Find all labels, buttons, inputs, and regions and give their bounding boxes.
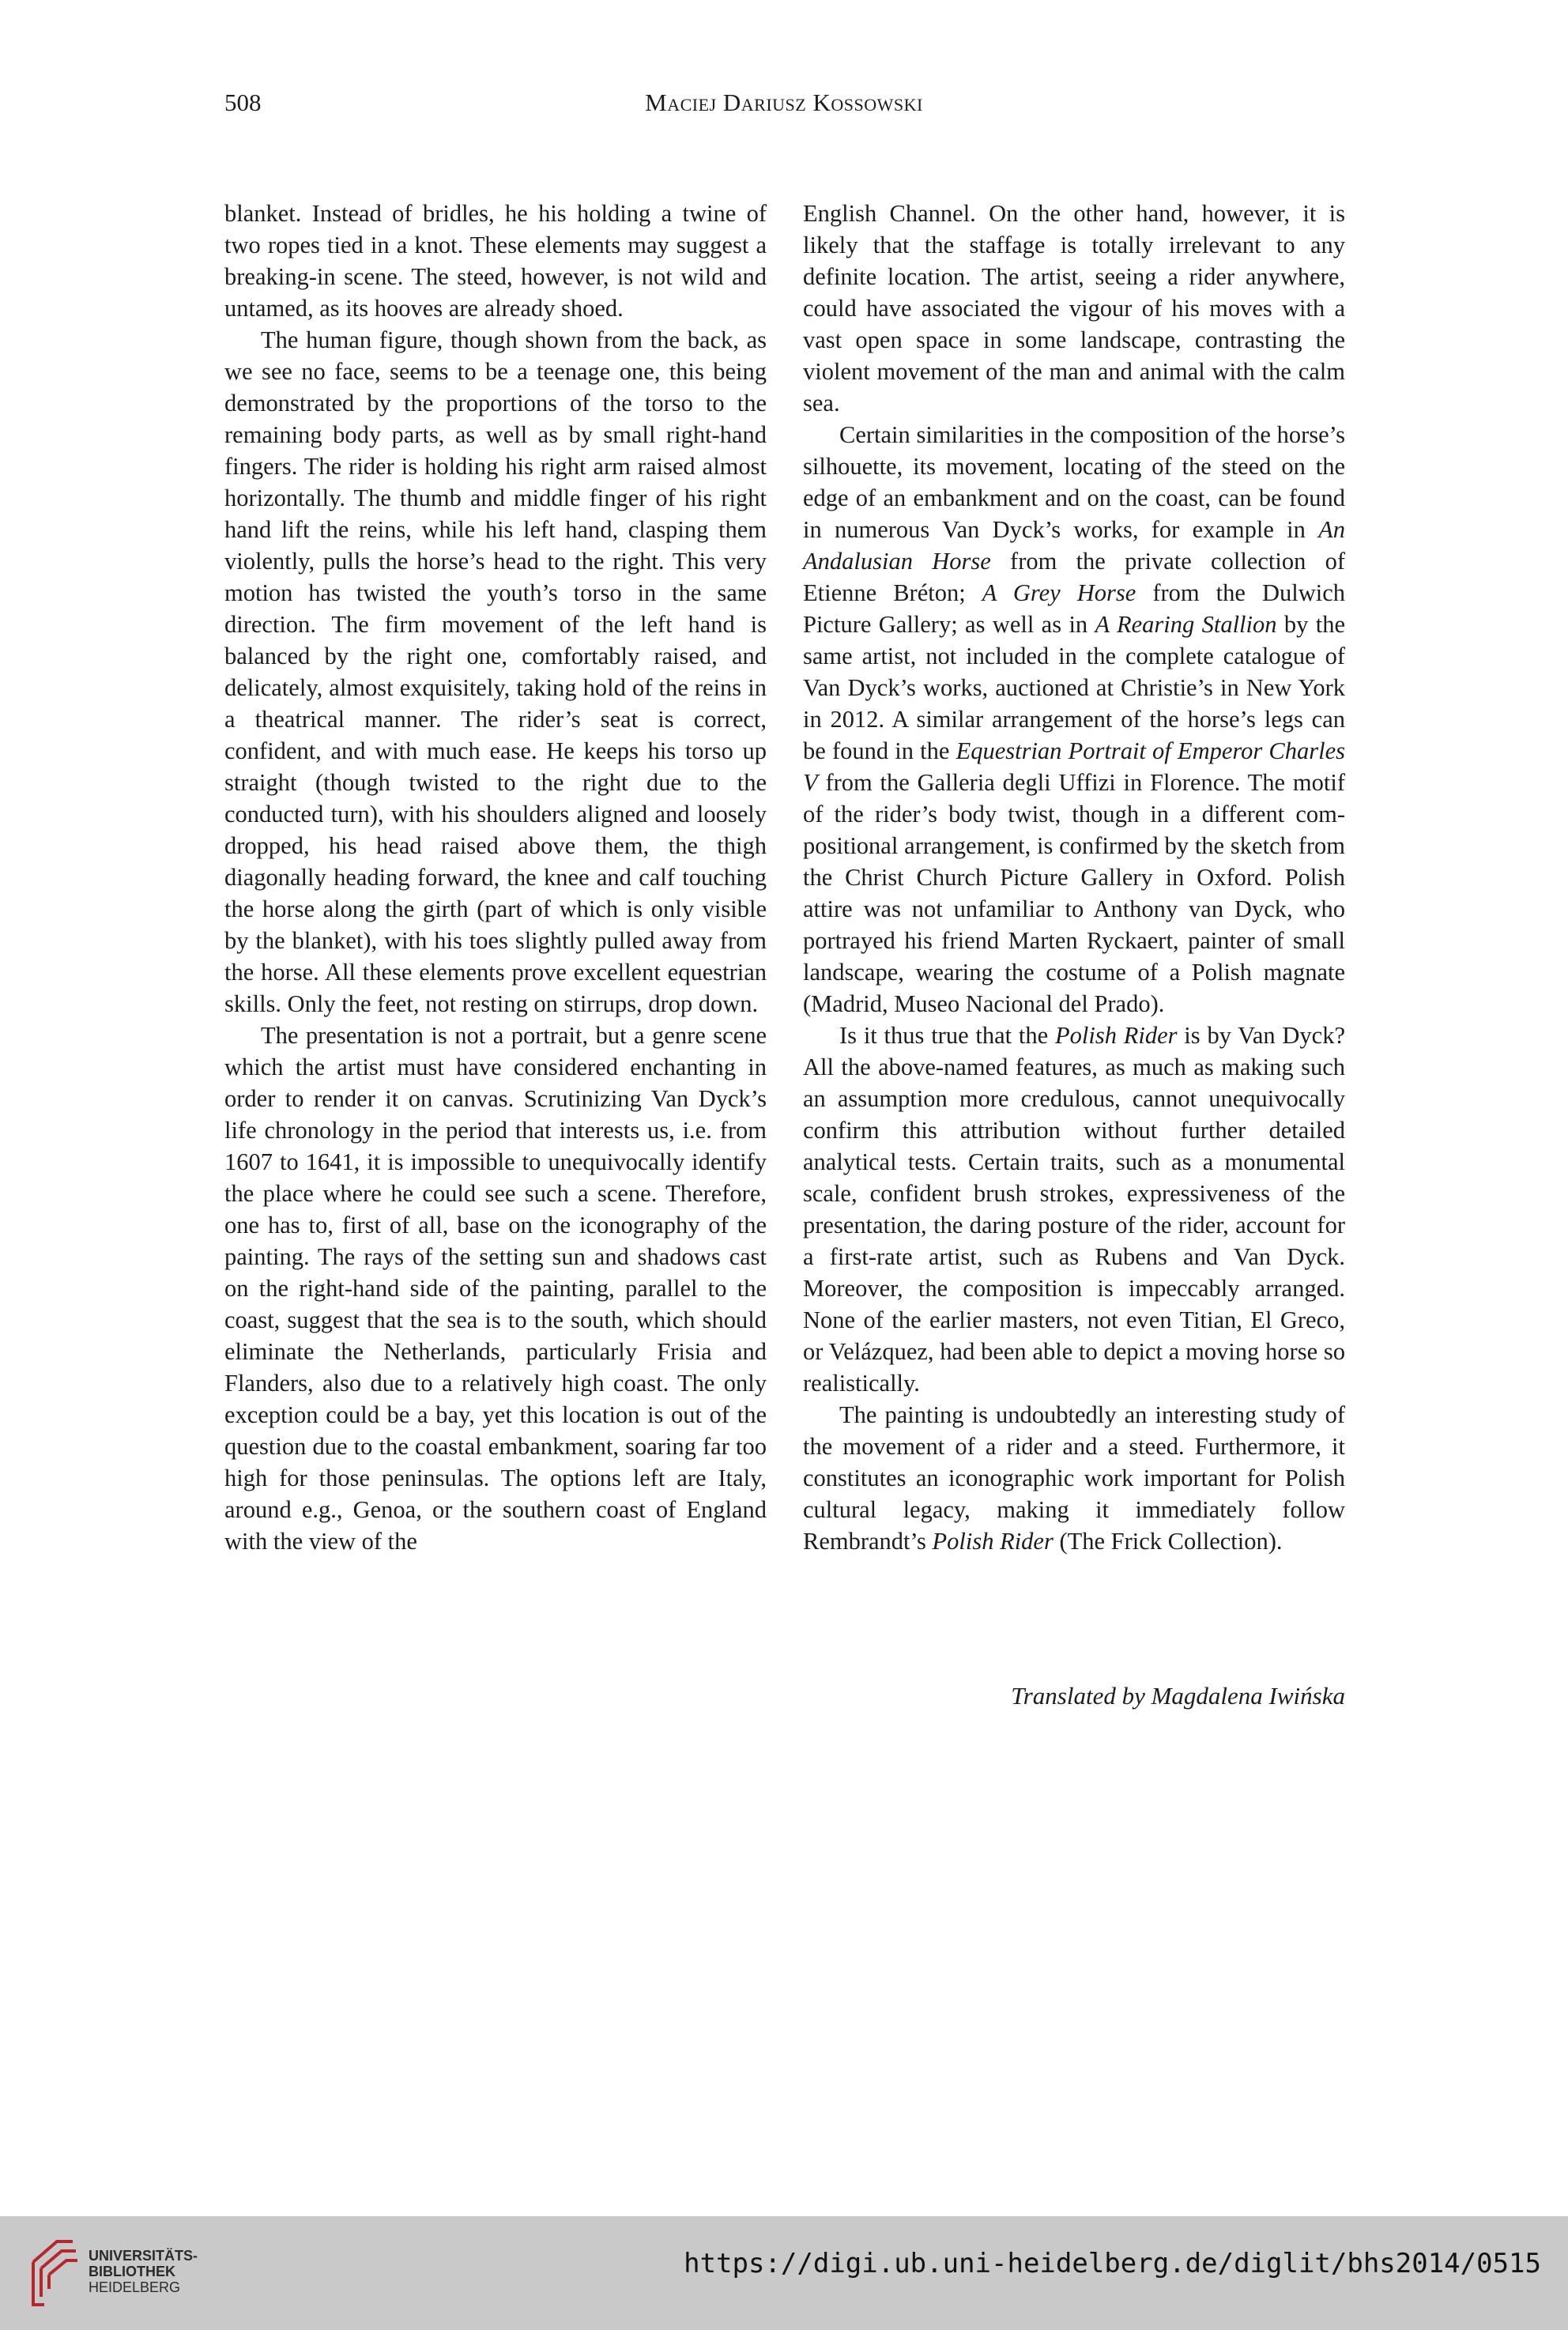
logo-line: BIBLIOTHEK — [89, 2264, 175, 2279]
paragraph: The human figure, though shown from the back, as we see no face, seems to be a teenage one, this being demonstrated by the proportions of the torso to the remaining body parts, as well as by small right-hand fingers. The rider is holding his right arm raised almost horizontally. The thumb and middle finger of his right hand lift the reins, while his left hand, clasping them violently, pulls the horse’s head to the right. This very motion has twisted the youth’s torso in the same direction. The firm movement of the left hand is balanced by the right one, comfortably raised, and delicately, almost exquisitely, taking hold of the reins in a theatrical manner. The rider’s seat is correct, confident, and with much ease. He keeps his torso up straight (though twisted to the right due to the conducted turn), with his shoulders aligned and loosely dropped, his head raised above them, the thigh diagonally heading forward, the knee and calf touching the horse along the girth (part of which is only visible by the blanket), with his toes slightly pulled away from the horse. All these elements prove excellent equestrian skills. Only the feet, not resting on stirrups, drop down. — [224, 326, 767, 1017]
running-head: Maciej Dariusz Kossowski — [645, 89, 923, 116]
artwork-title: Polish Rider — [1055, 1022, 1178, 1049]
paragraph — [803, 419, 1345, 1020]
paragraph: blanket. Instead of bridles, he his holding a twine of two ropes tied in a knot. These elements may suggest a breaking-in scene. The steed, however, is not wild and untamed, as its hooves are already shoed. — [224, 200, 767, 322]
logo-line: HEIDELBERG — [89, 2279, 181, 2295]
artwork-title: A Grey Horse — [982, 579, 1136, 606]
text-run: The painting is undoubtedly an interesting study of the movement of a rider and a steed. Furthermore, it constitutes an iconographic work important for Polish cultural legacy, making it immediately follow Rembrandt’s — [803, 1401, 1345, 1555]
artwork-title: Polish Rider — [932, 1528, 1054, 1555]
artwork-title: An Andalusian Horse — [803, 516, 1345, 575]
text-run: by the same artist, not included in the complete catalogue of Van Dyck’s works, auctioned at Christie’s in New York in 2012. A similar arrangement of the horse’s legs can be found in the — [803, 611, 1345, 764]
paragraph: The presentation is not a portrait, but a genre scene which the artist must have considered enchanting in order to render it on canvas. Scrutinizing Van Dyck’s life chronology in the period that interests us, i.e. from 1607 to 1641, it is impossible to unequivocally identify the place where he could see such a scene. Therefore, one has to, first of all, base on the iconography of the painting. The rays of the setting sun and shadows cast on the right-hand side of the painting, parallel to the coast, suggest that the sea is to the south, which should eliminate the Netherlands, particularly Frisia and Flanders, also due to a relatively high coast. The only exception could be a bay, yet this location is out of the question due to the coastal embankment, soaring far too high for those peninsulas. The options left are Italy, around e.g., Genoa, or the southern coast of England with the view of the — [224, 1022, 767, 1555]
text-run: from the Galleria degli Uffizi in Florence. The motif of the rider’s body twist, though in a different com-positional arrangement, is confirmed by the sketch from the Christ Church Picture Gallery in Oxford. Polish attire was not unfamiliar to Anthony van Dyck, who portrayed his friend Marten Ryckaert, painter of small landscape, wearing the costume of a Polish magnate (Madrid, Museo Nacional del Prado). — [803, 769, 1345, 1017]
text-run: (The Frick Collection). — [1053, 1528, 1283, 1555]
paragraph — [803, 1020, 1345, 1399]
left-column — [224, 198, 767, 1557]
text-run: from the private collection of Etienne Bréton; — [803, 548, 1345, 606]
text-run: Is it thus true that the — [839, 1022, 1055, 1049]
text-run: is by Van Dyck? All the above-named features, as much as making such an assumption more credulous, cannot unequivocally confirm this attribution without further detailed analytical tests. Certain traits, such as a monumental scale, confident brush strokes, expressiveness of the presentation, the daring posture of the rider, account for a first-rate artist, such as Rubens and Van Dyck. Moreover, the composition is impeccably arranged. None of the earlier masters, not even Titian, El Greco, or Velázquez, had been able to depict a moving horse so realistically. — [803, 1022, 1346, 1397]
library-logo-text — [89, 2248, 198, 2295]
page-number: 508 — [224, 89, 262, 116]
text-run: from the Dulwich Picture Gallery; as well as in — [803, 579, 1345, 638]
translator-credit: Translated by Magdalena Iwińska — [1011, 1682, 1345, 1710]
library-logo-icon — [27, 2232, 82, 2311]
logo-line: UNIVERSITÄTS- — [89, 2248, 198, 2264]
footer-bar — [0, 2216, 1568, 2330]
paragraph: English Channel. On the other hand, however, it is likely that the staffage is totally irrelevant to any definite location. The artist, seeing a rider anywhere, could have associated the vigour of his moves with a vast open space in some landscape, contrasting the violent movement of the man and animal with the calm sea. — [803, 200, 1345, 417]
right-column — [803, 198, 1345, 1557]
text-run: Certain similarities in the composition of the horse’s silhouette, its movement, locating of the steed on the edge of an embankment and on the coast, can be found in numerous Van Dyck’s works, for example in — [803, 421, 1345, 543]
source-url-link[interactable]: https://digi.ub.uni-heidelberg.de/diglit/bhs2014/0515 — [684, 2248, 1541, 2279]
artwork-title: A Rearing Stallion — [1095, 611, 1277, 638]
artwork-title: Equestrian Portrait of Emperor Charles V — [803, 737, 1345, 796]
paragraph — [803, 1399, 1345, 1557]
